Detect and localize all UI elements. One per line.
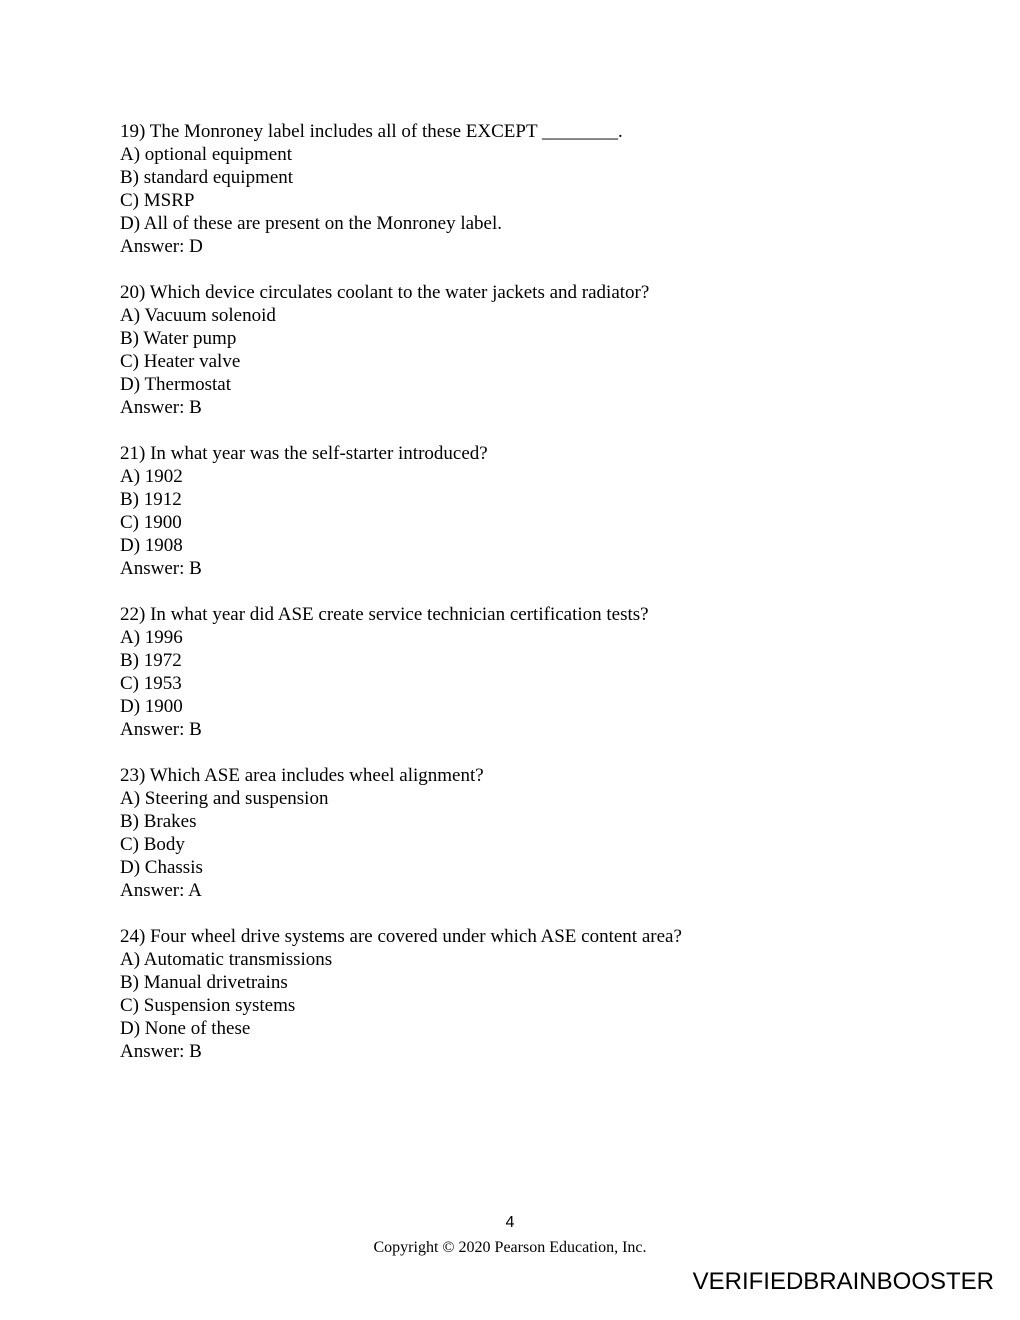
answer-option-b: B) standard equipment: [120, 167, 294, 188]
correct-answer: Answer: B: [120, 397, 202, 418]
question-block-20: [120, 281, 920, 419]
answer-option-a: A) 1902: [120, 466, 183, 487]
question-block-22: [120, 603, 920, 741]
answer-option-a: A) Vacuum solenoid: [120, 305, 276, 326]
question-block-19: [120, 120, 920, 258]
answer-option-b: B) Manual drivetrains: [120, 972, 288, 993]
answer-option-a: A) 1996: [120, 627, 183, 648]
watermark-text: VERIFIEDBRAINBOOSTER: [692, 1268, 994, 1295]
answer-option-d: D) All of these are present on the Monroney label.: [120, 213, 502, 234]
question-text: 24) Four wheel drive systems are covered under which ASE content area?: [120, 926, 682, 947]
question-text: 22) In what year did ASE create service technician certification tests?: [120, 604, 649, 625]
answer-option-b: B) 1972: [120, 650, 182, 671]
answer-option-d: D) 1900: [120, 696, 183, 717]
answer-option-d: D) Chassis: [120, 857, 203, 878]
answer-option-b: B) 1912: [120, 489, 182, 510]
question-block-23: [120, 764, 920, 902]
answer-option-b: B) Water pump: [120, 328, 237, 349]
answer-option-b: B) Brakes: [120, 811, 197, 832]
answer-option-d: D) None of these: [120, 1018, 251, 1039]
question-block-21: [120, 442, 920, 580]
answer-option-d: D) 1908: [120, 535, 183, 556]
correct-answer: Answer: B: [120, 719, 202, 740]
question-text: 21) In what year was the self-starter introduced?: [120, 443, 488, 464]
page-number: 4: [505, 1214, 515, 1231]
copyright-notice: Copyright © 2020 Pearson Education, Inc.: [373, 1239, 647, 1256]
answer-option-c: C) 1900: [120, 512, 182, 533]
answer-option-a: A) Steering and suspension: [120, 788, 329, 809]
answer-option-c: C) Suspension systems: [120, 995, 296, 1016]
correct-answer: Answer: B: [120, 1041, 202, 1062]
answer-option-c: C) 1953: [120, 673, 182, 694]
answer-option-a: A) Automatic transmissions: [120, 949, 333, 970]
question-text: 23) Which ASE area includes wheel alignment?: [120, 765, 484, 786]
question-text: 19) The Monroney label includes all of these EXCEPT ________.: [120, 121, 623, 142]
answer-option-c: C) Body: [120, 834, 185, 855]
question-list: [120, 120, 920, 1086]
correct-answer: Answer: D: [120, 236, 203, 257]
answer-option-a: A) optional equipment: [120, 144, 293, 165]
correct-answer: Answer: B: [120, 558, 202, 579]
answer-option-c: C) Heater valve: [120, 351, 241, 372]
answer-option-d: D) Thermostat: [120, 374, 231, 395]
correct-answer: Answer: A: [120, 880, 202, 901]
answer-option-c: C) MSRP: [120, 190, 195, 211]
question-block-24: [120, 925, 920, 1063]
question-text: 20) Which device circulates coolant to the water jackets and radiator?: [120, 282, 650, 303]
